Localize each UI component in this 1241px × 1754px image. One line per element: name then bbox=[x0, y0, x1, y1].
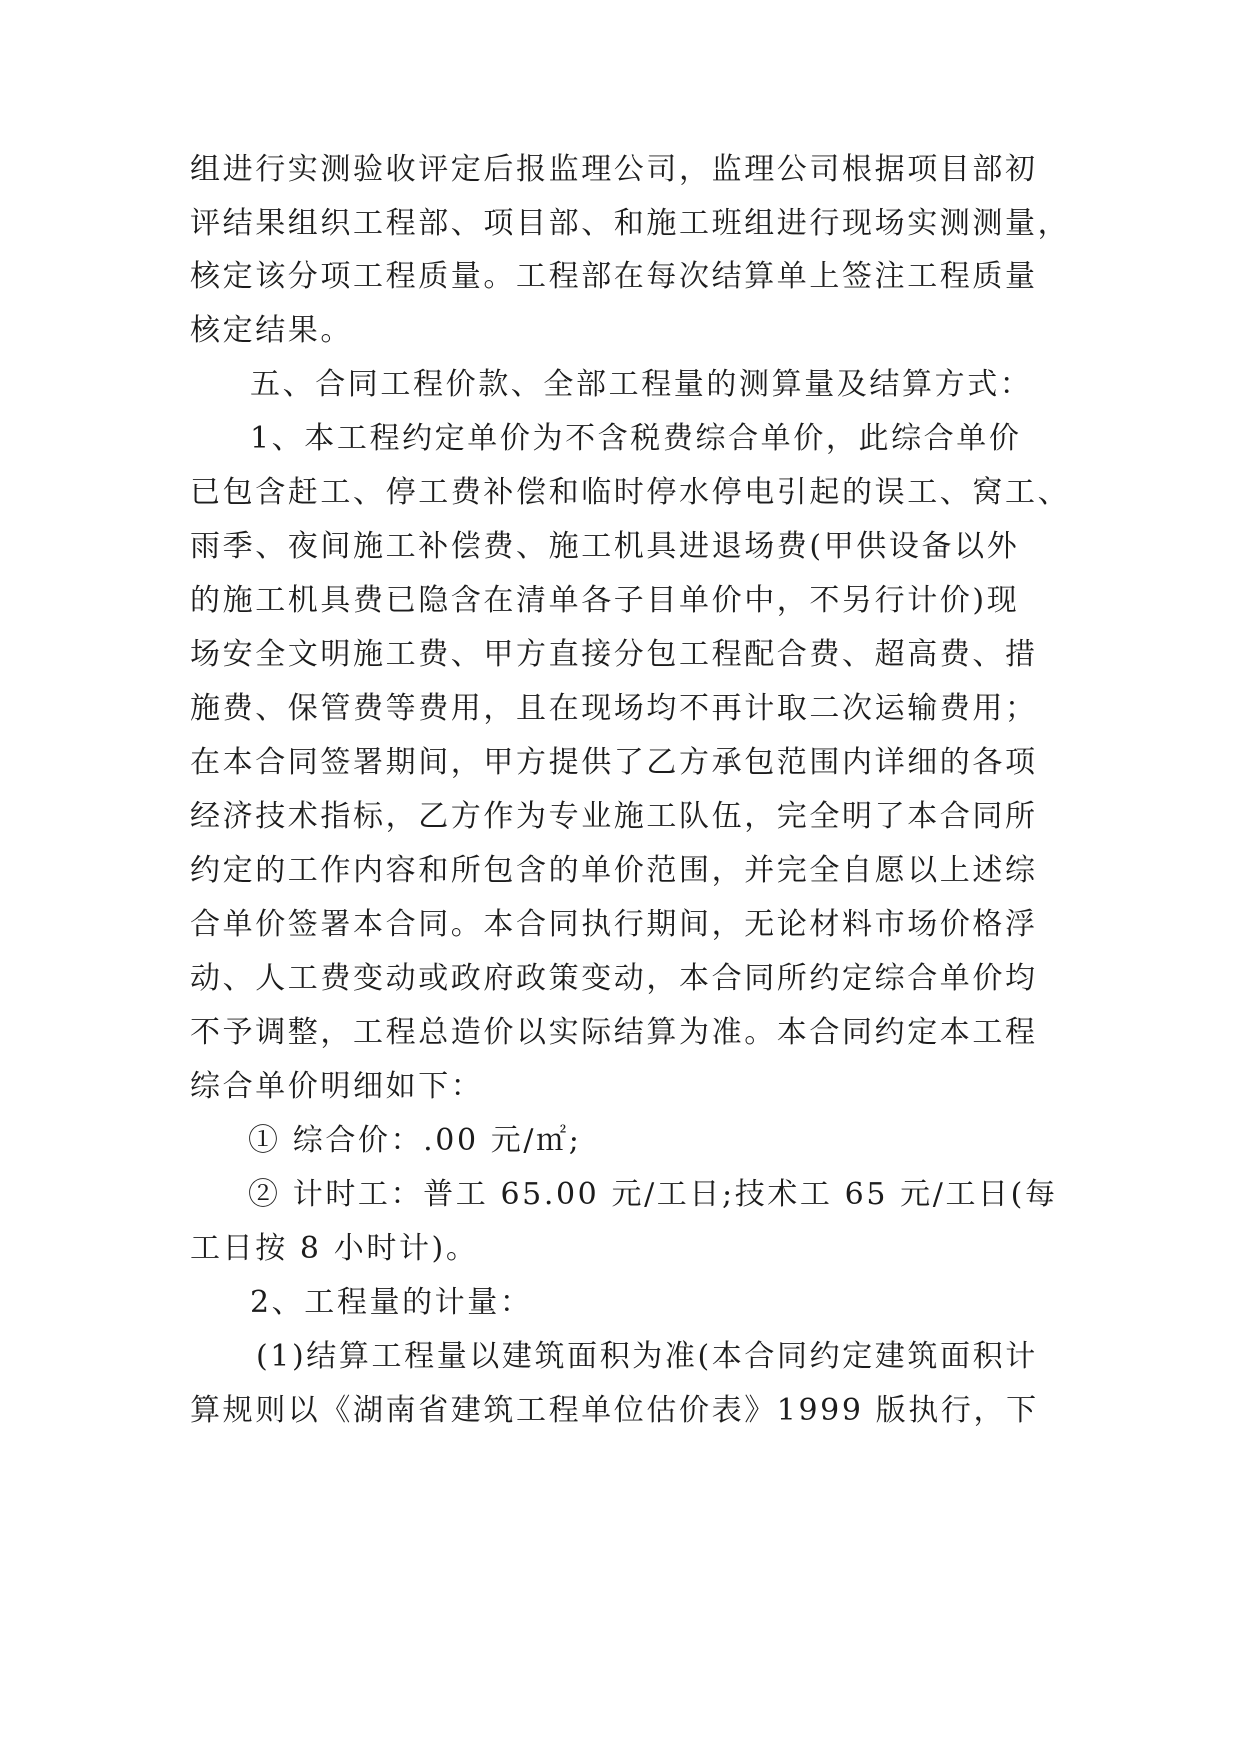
text-line: 工日按 8 小时计)。 bbox=[190, 1231, 479, 1266]
text-line: 雨季、夜间施工补偿费、施工机具进退场费(甲供设备以外 bbox=[190, 529, 1020, 564]
text-line: 综合单价明细如下： bbox=[190, 1069, 484, 1104]
text-line: 合单价签署本合同。本合同执行期间，无论材料市场价格浮 bbox=[190, 907, 1038, 942]
subsection-heading: 2、工程量的计量： bbox=[250, 1285, 533, 1320]
text-line: 动、人工费变动或政府政策变动，本合同所约定综合单价均 bbox=[190, 961, 1038, 996]
text-line: 约定的工作内容和所包含的单价范围，并完全自愿以上述综 bbox=[190, 853, 1038, 888]
list-item: ② 计时工：普工 65.00 元/工日;技术工 65 元/工日(每 bbox=[248, 1177, 1058, 1212]
text-line: 评结果组织工程部、项目部、和施工班组进行现场实测测量， bbox=[190, 206, 1071, 241]
text-line: 核定结果。 bbox=[190, 313, 353, 348]
text-line: 核定该分项工程质量。工程部在每次结算单上签注工程质量 bbox=[190, 259, 1038, 294]
text-line: (1)结算工程量以建筑面积为准(本合同约定建筑面积计 bbox=[256, 1339, 1038, 1374]
text-line: 经济技术指标，乙方作为专业施工队伍，完全明了本合同所 bbox=[190, 799, 1038, 834]
list-item: ① 综合价：.00 元/㎡; bbox=[248, 1123, 582, 1158]
text-line: 组进行实测验收评定后报监理公司，监理公司根据项目部初 bbox=[190, 152, 1038, 187]
text-line: 在本合同签署期间，甲方提供了乙方承包范围内详细的各项 bbox=[190, 745, 1038, 780]
text-line: 已包含赶工、停工费补偿和临时停水停电引起的误工、窝工、 bbox=[190, 475, 1071, 510]
text-line: 不予调整，工程总造价以实际结算为准。本合同约定本工程 bbox=[190, 1015, 1038, 1050]
text-line: 施费、保管费等费用，且在现场均不再计取二次运输费用； bbox=[190, 691, 1038, 726]
text-line: 算规则以《湖南省建筑工程单位估价表》1999 版执行，下 bbox=[190, 1393, 1039, 1428]
text-line: 场安全文明施工费、甲方直接分包工程配合费、超高费、措 bbox=[190, 637, 1038, 672]
text-line: 1、本工程约定单价为不含税费综合单价，此综合单价 bbox=[250, 421, 1022, 456]
section-heading: 五、合同工程价款、全部工程量的测算量及结算方式： bbox=[250, 367, 1033, 402]
text-line: 的施工机具费已隐含在清单各子目单价中，不另行计价)现 bbox=[190, 583, 1020, 618]
